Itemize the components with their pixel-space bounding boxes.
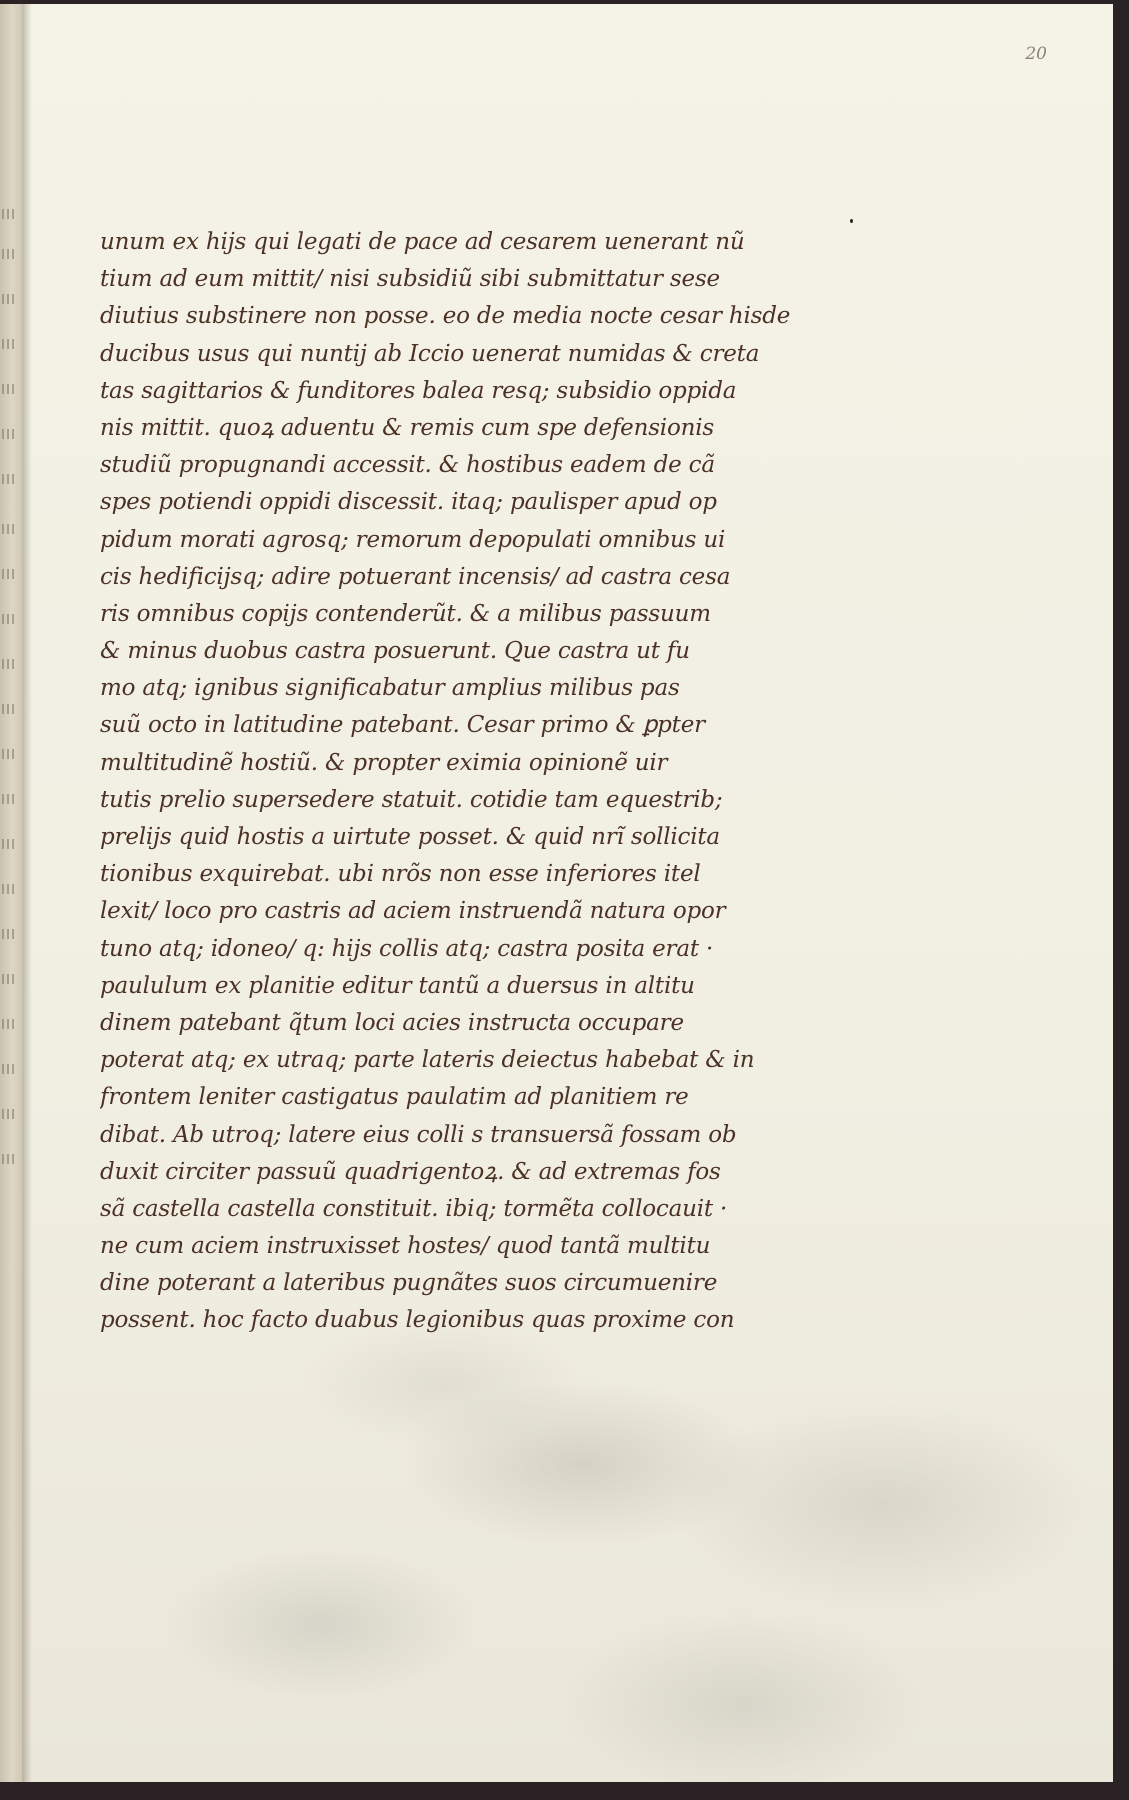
prev-page-text-fragment	[2, 339, 16, 349]
manuscript-page	[22, 4, 1113, 1782]
text-line: sã castella castella constituit. ibiq; tormẽta collocauit ·	[100, 1195, 728, 1222]
prev-page-text-fragment	[2, 1109, 16, 1119]
prev-page-text-fragment	[2, 794, 16, 804]
prev-page-text-fragment	[2, 474, 16, 484]
prev-page-text-fragment	[2, 429, 16, 439]
prev-page-text-fragment	[2, 1064, 16, 1074]
gutter-shadow	[22, 4, 32, 1782]
text-line: tas sagittarios & funditores balea resq; subsidio oppida	[100, 377, 737, 404]
prev-page-text-fragment	[2, 929, 16, 939]
prev-page-text-fragment	[2, 524, 16, 534]
prev-page-text-fragment	[2, 614, 16, 624]
text-line: studiũ propugnandi accessit. & hostibus eadem de cã	[100, 452, 715, 479]
prev-page-text-fragment	[2, 974, 16, 984]
text-line: duxit circiter passuũ quadrigentoꝝ. & ad extremas fos	[100, 1158, 721, 1185]
text-line: mo atq; ignibus significabatur amplius milibus pas	[100, 675, 680, 702]
text-line: paululum ex planitie editur tantũ a duersus in altitu	[100, 972, 695, 999]
prev-page-text-fragment	[2, 569, 16, 579]
text-line: dibat. Ab utroq; latere eius colli s transuersã fossam ob	[100, 1121, 737, 1148]
prev-page-text-fragment	[2, 704, 16, 714]
prev-page-text-fragment	[2, 294, 16, 304]
text-line: nis mittit. quoꝝ aduentu & remis cum spe defensionis	[100, 414, 714, 441]
ink-speck	[850, 219, 853, 223]
prev-page-text-fragment	[2, 209, 16, 219]
text-line: pidum morati agrosq; remorum depopulati omnibus ui	[100, 526, 726, 553]
text-line: unum ex hijs qui legati de pace ad cesarem uenerant nũ	[100, 229, 745, 255]
text-line: tuno atq; idoneo/ q: hijs collis atq; castra posita erat ·	[100, 935, 714, 962]
prev-page-text-fragment	[2, 1019, 16, 1029]
text-line: ris omnibus copijs contenderũt. & a milibus passuum	[100, 600, 711, 627]
text-line: prelijs quid hostis a uirtute posset. & quid nrĩ sollicita	[100, 824, 720, 850]
text-line: ducibus usus qui nuntij ab Iccio uenerat numidas & creta	[100, 340, 760, 367]
folio-number: 20	[1025, 44, 1047, 64]
text-line: tium ad eum mittit/ nisi subsidiũ sibi submittatur sese	[100, 266, 720, 293]
prev-page-text-fragment	[2, 839, 16, 849]
text-line: spes potiendi oppidi discessit. itaq; paulisper apud op	[100, 489, 717, 516]
text-line: multitudinẽ hostiũ. & propter eximia opinionẽ uir	[100, 749, 668, 776]
previous-page-edge	[0, 4, 22, 1782]
prev-page-text-fragment	[2, 384, 16, 394]
text-line: lexit/ loco pro castris ad aciem instruendã natura opor	[100, 898, 726, 925]
text-line: poterat atq; ex utraq; parte lateris deiectus habebat & in	[100, 1047, 755, 1074]
text-line: frontem leniter castigatus paulatim ad planitiem re	[100, 1084, 689, 1111]
text-line: dinem patebant q̃tum loci acies instructa occupare	[100, 1009, 684, 1036]
prev-page-text-fragment	[2, 749, 16, 759]
text-line: possent. hoc facto duabus legionibus quas proxime con	[100, 1307, 735, 1334]
prev-page-text-fragment	[2, 1154, 16, 1164]
text-line: cis hedificijsq; adire potuerant incensis/ ad castra cesa	[100, 563, 731, 590]
prev-page-text-fragment	[2, 884, 16, 894]
text-line: tutis prelio supersedere statuit. cotidie tam equestrib;	[100, 786, 723, 813]
text-line: tionibus exquirebat. ubi nrõs non esse inferiores itel	[100, 861, 701, 888]
text-line: & minus duobus castra posuerunt. Que castra ut fu	[100, 638, 690, 665]
text-line: diutius substinere non posse. eo de media nocte cesar hisde	[100, 303, 791, 330]
text-line: dine poterant a lateribus pugnãtes suos circumuenire	[100, 1270, 718, 1297]
prev-page-text-fragment	[2, 659, 16, 669]
text-line: ne cum aciem instruxisset hostes/ quod tantã multitu	[100, 1233, 711, 1260]
text-line: suũ octo in latitudine patebant. Cesar primo & ꝑpter	[100, 712, 705, 739]
prev-page-text-fragment	[2, 249, 16, 259]
manuscript-text-block	[100, 224, 860, 1340]
